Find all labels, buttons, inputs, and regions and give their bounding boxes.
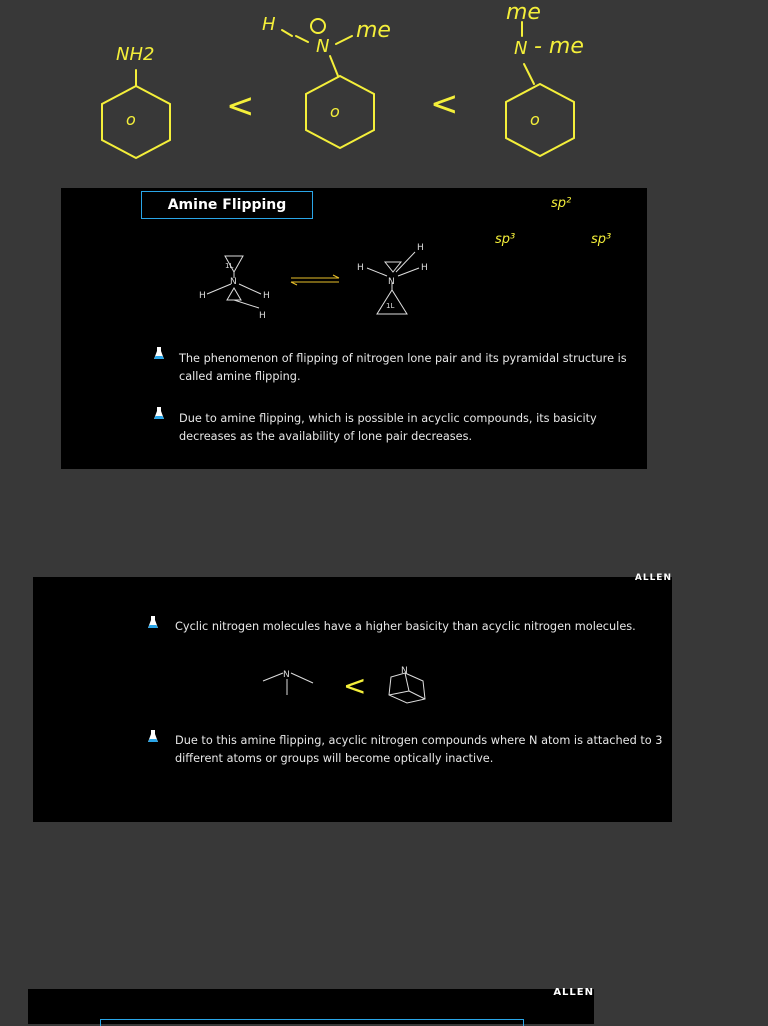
slide-cyclic-basicity bbox=[33, 573, 672, 822]
benzene-ring-right bbox=[506, 84, 574, 156]
bullet-text: Due to amine flipping, which is possible in acyclic compounds, its basicity decreases as the availability of lone pair decreases. bbox=[179, 412, 597, 443]
sp2-label: sp² bbox=[551, 196, 572, 211]
flask-icon bbox=[153, 406, 165, 420]
less-than-sign-3: < bbox=[343, 669, 367, 702]
n-atom-right: N bbox=[388, 277, 395, 287]
bullet-text: The phenomenon of flipping of nitrogen lone pair and its pyramidal structure is called amine flipping. bbox=[179, 352, 627, 383]
sp3-right-label: sp³ bbox=[591, 232, 612, 247]
n-atom-cyclic: N bbox=[401, 666, 408, 676]
slide-title: Amine Flipping bbox=[141, 191, 313, 219]
flask-icon bbox=[147, 615, 159, 629]
brand-watermark: ALLEN bbox=[553, 987, 594, 998]
lone-pair-label-left: 1L bbox=[225, 262, 234, 270]
bullet-text: Due to this amine flipping, acyclic nitrogen compounds where N atom is attached to 3 different atoms or groups will become optically inactive. bbox=[175, 734, 663, 765]
mid-n-label: N bbox=[316, 36, 330, 57]
bullet-text: Cyclic nitrogen molecules have a higher basicity than acyclic nitrogen molecules. bbox=[175, 620, 636, 633]
ring-center-middle: o bbox=[330, 102, 340, 121]
h-atom-right-1: H bbox=[357, 263, 364, 273]
mid-h-label: H bbox=[262, 14, 276, 35]
n-atom-left: N bbox=[230, 277, 237, 287]
mid-me-label: me bbox=[356, 18, 391, 43]
aniline-group-label: NH2 bbox=[116, 44, 155, 65]
benzene-ring-left bbox=[102, 86, 170, 158]
brand-watermark: ALLEN bbox=[634, 573, 672, 583]
h-atom-left-2: H bbox=[263, 291, 270, 301]
less-than-sign-2: < bbox=[430, 84, 459, 124]
flask-icon bbox=[153, 346, 165, 360]
cyclic-vs-acyclic-diagram bbox=[253, 661, 443, 705]
h-atom-right-3: H bbox=[421, 263, 428, 273]
slide-partial-bottom bbox=[28, 989, 594, 1024]
ring-center-left: o bbox=[126, 110, 136, 129]
n-atom-acyclic: N bbox=[283, 670, 290, 680]
partial-title-box bbox=[100, 1019, 524, 1026]
right-n-label: N bbox=[514, 38, 528, 59]
right-me-label: - me bbox=[534, 34, 584, 59]
right-me-top-label: me bbox=[506, 0, 541, 25]
slide-amine-flipping bbox=[61, 188, 647, 469]
h-atom-left-3: H bbox=[259, 311, 266, 321]
lone-pair-label-right: 1L bbox=[386, 302, 395, 310]
amine-flip-equilibrium-diagram bbox=[181, 238, 428, 328]
less-than-sign-1: < bbox=[226, 86, 255, 126]
sp3-left-label: sp³ bbox=[495, 232, 516, 247]
ring-center-right: o bbox=[530, 110, 540, 129]
h-atom-left-1: H bbox=[199, 291, 206, 301]
h-atom-right-2: H bbox=[417, 243, 424, 253]
flask-icon bbox=[147, 729, 159, 743]
benzene-ring-middle bbox=[306, 76, 374, 148]
